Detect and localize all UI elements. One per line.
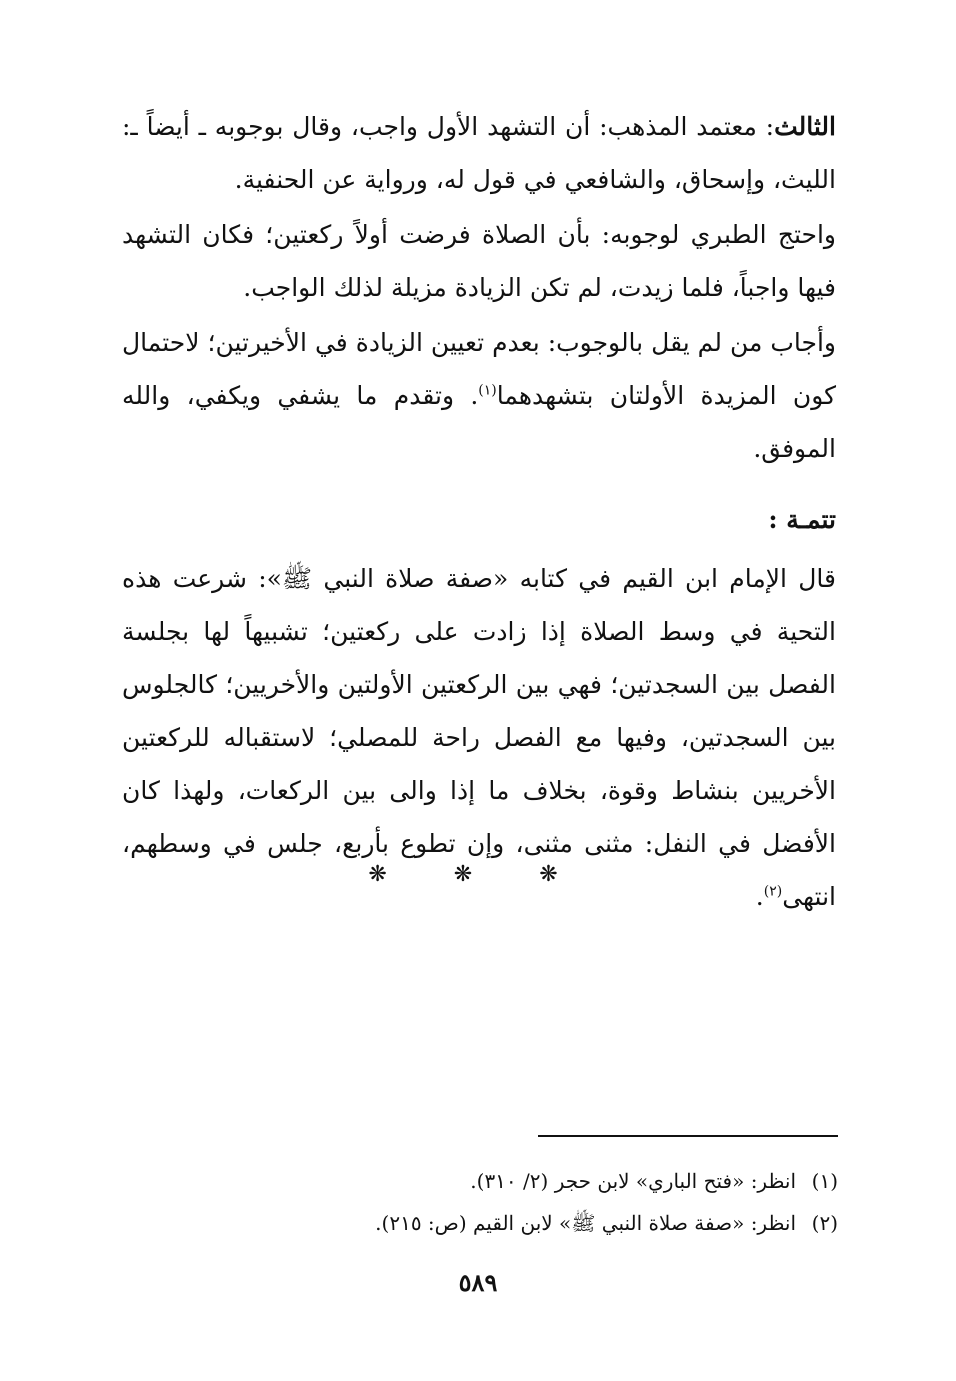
paragraph-text: واحتج الطبري لوجوبه: بأن الصلاة فرضت أولاً ركعتين؛ فكان التشهد فيها واجباً، فلما زيدت، لم تكن الزيادة مزيلة لذلك الواجب. (122, 220, 836, 302)
paragraph-text: . وتقدم ما يشفي ويكفي، والله الموفق. (122, 381, 836, 463)
paragraph-lead-word: الثالث (774, 112, 836, 141)
footnote-number: (١) (811, 1169, 838, 1193)
footnotes-list (122, 1160, 838, 1244)
footnote-item (122, 1160, 838, 1202)
footnote-reference: (٢) (763, 883, 783, 900)
paragraph-text: وأجاب من لم يقل بالوجوب: بعدم تعيين الزيادة في الأخيرتين؛ لاحتمال كون المزيدة الأولتان بتشهدهما (122, 328, 837, 410)
footnote-divider (538, 1135, 838, 1137)
footnote-number: (٢) (811, 1211, 838, 1235)
footnote-reference: (١) (478, 382, 497, 399)
paragraph-text: : معتمد المذهب: أن التشهد الأول واجب، وقال بوجوبه ـ أيضاً ـ: الليث، وإسحاق، والشافعي في قول له، ورواية عن الحنفية. (122, 112, 836, 194)
paragraph-tabari-argument (122, 208, 836, 314)
paragraph-text: . (755, 882, 764, 911)
section-separator: ❋ ❋ ❋ (368, 862, 588, 887)
page-number: ٥٨٩ (458, 1268, 498, 1297)
footnote-text: انظر: «فتح الباري» لابن حجر (٢/ ٣١٠). (470, 1169, 796, 1193)
paragraph-text: قال الإمام ابن القيم في كتابه «صفة صلاة النبي ﷺ»: شرعت هذه التحية في وسط الصلاة إذا زادت على ركعتين؛ تشبيهاً لها بجلسة الفصل بين السجدتين؛ فهي بين الركعتين الأولتين والأخريين؛ كالجلوس بين السجدتين، وفيها مع الفصل راحة للمصلي؛ لاستقباله للركعتين الأخريين بنشاط وقوة، بخلاف ما إذا والى بين الركعات، ولهذا كان الأفضل في النفل: مثنى مثنى، وإن تطوع بأربع، جلس في وسطهم، انتهى (122, 564, 836, 911)
section-heading: تتمـة : (768, 505, 836, 534)
paragraph-third-opinion (122, 100, 836, 206)
footnote-text: انظر: «صفة صلاة النبي ﷺ» لابن القيم (ص: ٢١٥). (375, 1211, 796, 1235)
footnote-item (122, 1202, 838, 1244)
paragraph-reply (122, 316, 836, 475)
